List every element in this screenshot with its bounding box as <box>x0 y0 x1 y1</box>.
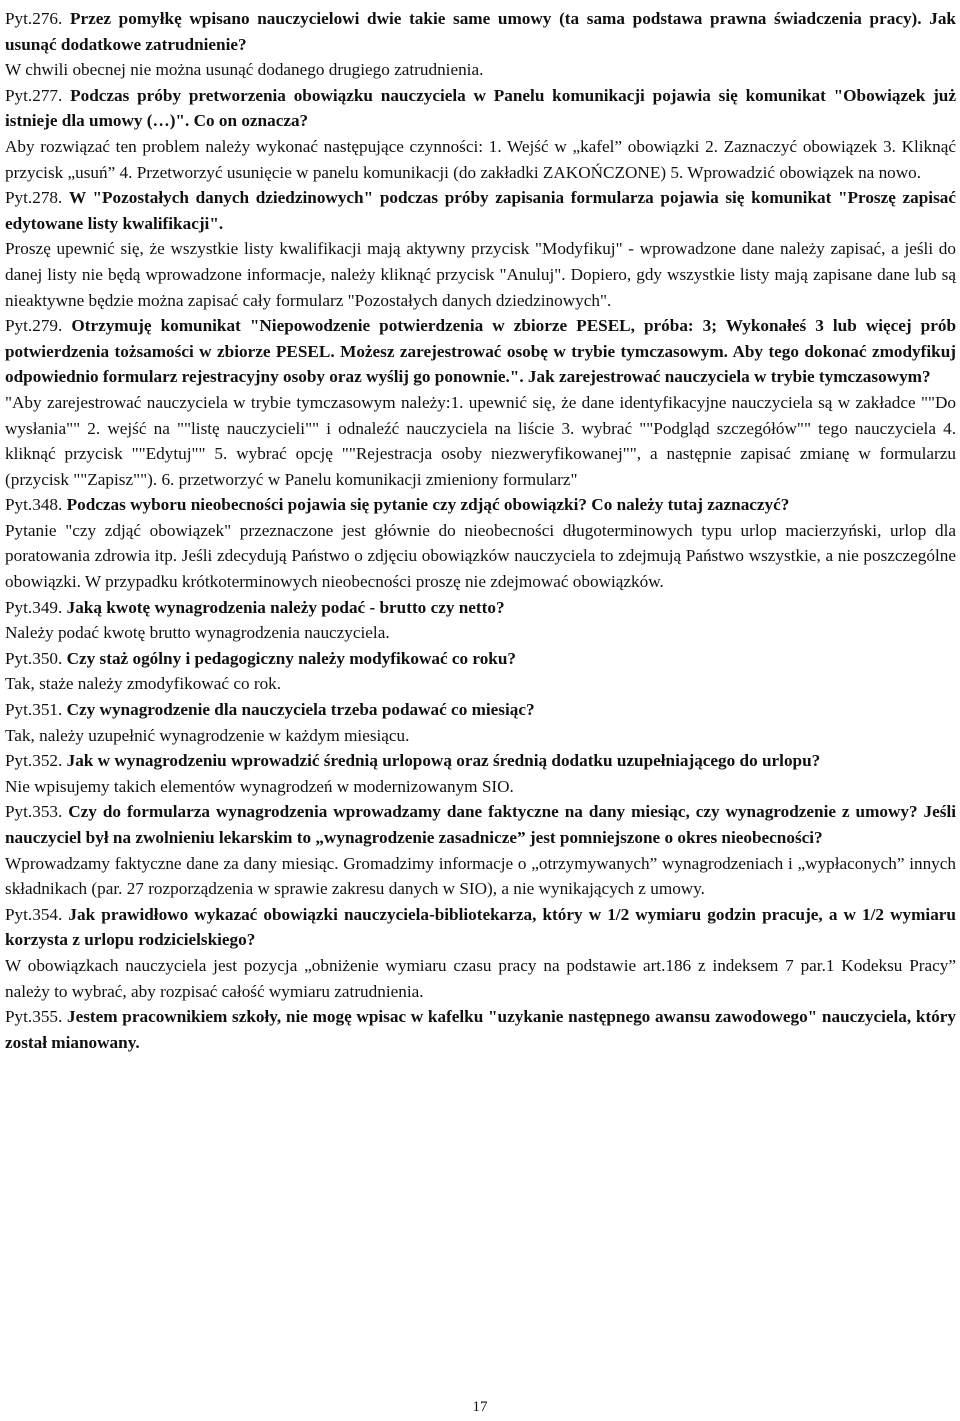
answer-paragraph: Aby rozwiązać ten problem należy wykonać następujące czynności: 1. Wejść w „kafel” obowiązki 2. Zaznaczyć obowiązek 3. Kliknąć przycisk „usuń” 4. Przetworzyć usunięcie w panelu komunikacji (do zakładki ZAKOŃCZONE) 5. Wprowadzić obowiązek na nowo. <box>5 136 956 182</box>
question-text: W "Pozostałych danych dziedzinowych" podczas próby zapisania formularza pojawia się komunikat "Proszę zapisać edytowane listy kwalifikacji". <box>5 188 956 233</box>
answer-paragraph: Nie wpisujemy takich elementów wynagrodzeń w modernizowanym SIO. <box>5 776 514 796</box>
answer-paragraph: Proszę upewnić się, że wszystkie listy kwalifikacji mają aktywny przycisk "Modyfikuj" - wprowadzone dane należy zapisać, a jeśli do danej listy nie będą wprowadzone informacje, należy kliknąć przycisk "Anuluj". Dopiero, gdy wszystkie listy mają zapisane dane lub są nieaktywne będzie można zapisać cały formularz "Pozostałych danych dziedzinowych". <box>5 239 956 310</box>
question-text: Jestem pracownikiem szkoły, nie mogę wpisac w kafelku "uzykanie następnego awansu zawodowego" nauczyciela, który został mianowany. <box>5 1007 956 1052</box>
question-number: Pyt.348. <box>5 495 63 515</box>
page-number: 17 <box>472 1399 488 1415</box>
answer-paragraph: W chwili obecnej nie można usunąć dodanego drugiego zatrudnienia. <box>5 60 484 80</box>
answer-paragraph: W obowiązkach nauczyciela jest pozycja „obniżenie wymiaru czasu pracy na podstawie art.186 z indeksem 7 par.1 Kodeksu Pracy” należy to wybrać, aby rozpisać całość wymiaru zatrudnienia. <box>5 955 956 1001</box>
answer-paragraph: Wprowadzamy faktyczne dane za dany miesiąc. Gromadzimy informacje o „otrzymywanych” wynagrodzeniach i „wypłaconych” innych składnikach (par. 27 rozporządzenia w sprawie zakresu danych w SIO), a nie wynikających z umowy. <box>5 853 956 899</box>
answer-paragraph: Pytanie "czy zdjąć obowiązek" przeznaczone jest głównie do nieobecności długoterminowych typu urlop macierzyński, urlop dla poratowania zdrowia itp. Jeśli zdecydują Państwo o zdjęciu obowiązków nauczyciela to zdejmują Państwo wszystkie, a nie poszczególne obowiązki. W przypadku krótkoterminowych nieobecności proszę nie zdejmować obowiązków. <box>5 520 956 592</box>
question-paragraph <box>5 83 956 134</box>
question-paragraph <box>5 1004 956 1055</box>
question-text: Jak prawidłowo wykazać obowiązki nauczyciela-bibliotekarza, który w 1/2 wymiaru godzin pracuje, a w 1/2 wymiaru korzysta z urlopu rodzicielskiego? <box>5 904 956 950</box>
question-number: Pyt.355. <box>5 1007 63 1027</box>
question-paragraph <box>5 646 956 672</box>
question-paragraph <box>5 6 956 57</box>
question-paragraph <box>5 748 956 774</box>
question-text: Jak w wynagrodzeniu wprowadzić średnią urlopową oraz średnią dodatku uzupełniającego do urlopu? <box>66 751 821 771</box>
answer-paragraph: Tak, należy uzupełnić wynagrodzenie w każdym miesiącu. <box>5 725 410 745</box>
question-paragraph <box>5 185 956 236</box>
question-number: Pyt.352. <box>5 751 63 771</box>
question-number: Pyt.354. <box>5 904 63 924</box>
question-number: Pyt.278. <box>5 188 63 208</box>
answer-paragraph: "Aby zarejestrować nauczyciela w trybie tymczasowym należy:1. upewnić się, że dane identyfikacyjne nauczyciela są w zakładce ""Do wysłania"" 2. wejść na ""listę nauczycieli"" i odnaleźć nauczyciela na liście 3. wybrać ""Podgląd szczegółów"" tego nauczyciela 4. kliknąć przycisk ""Edytuj"" 5. wybrać opcję ""Rejestracja osoby niezweryfikowanej"", a następnie zapisać zmianę w formularzu (przycisk ""Zapisz""). 6. przetworzyć w Panelu komunikacji zmieniony formularz" <box>5 392 956 489</box>
question-text: Czy wynagrodzenie dla nauczyciela trzeba podawać co miesiąc? <box>66 700 535 720</box>
question-number: Pyt.279. <box>5 316 63 336</box>
question-text: Jaką kwotę wynagrodzenia należy podać - brutto czy netto? <box>66 597 505 617</box>
question-number: Pyt.350. <box>5 648 63 668</box>
question-text: Podczas próby pretworzenia obowiązku nauczyciela w Panelu komunikacji pojawia się komunikat "Obowiązek już istnieje dla umowy (…)". Co on oznacza? <box>5 85 956 131</box>
question-text: Czy staż ogólny i pedagogiczny należy modyfikować co roku? <box>66 648 517 668</box>
question-text: Otrzymuję komunikat "Niepowodzenie potwierdzenia w zbiorze PESEL, próba: 3; Wykonałeś 3 lub więcej prób potwierdzenia tożsamości w zbiorze PESEL. Możesz zarejestrować osobę w trybie tymczasowym. Aby tego dokonać zmodyfikuj odpowiednio formularz rejestracyjny osoby oraz wyślij go ponownie.". Jak zarejestrować nauczyciela w trybie tymczasowym? <box>5 316 957 387</box>
answer-paragraph: Tak, staże należy zmodyfikować co rok. <box>5 674 282 694</box>
question-number: Pyt.276. <box>5 9 63 28</box>
question-text: Przez pomyłkę wpisano nauczycielowi dwie takie same umowy (ta sama podstawa prawna świadczenia pracy). Jak usunąć dodatkowe zatrudnienie? <box>5 9 956 54</box>
question-paragraph <box>5 492 956 518</box>
answer-paragraph: Należy podać kwotę brutto wynagrodzenia nauczyciela. <box>5 623 390 643</box>
question-number: Pyt.349. <box>5 597 63 617</box>
question-paragraph <box>5 595 956 621</box>
question-number: Pyt.351. <box>5 700 63 720</box>
question-paragraph <box>5 799 956 850</box>
faq-content <box>5 6 956 1055</box>
question-number: Pyt.353. <box>5 802 63 822</box>
question-text: Czy do formularza wynagrodzenia wprowadzamy dane faktyczne na dany miesiąc, czy wynagrodzenie z umowy? Jeśli nauczyciel był na zwolnieniu lekarskim to „wynagrodzenie zasadnicze” jest pomniejszone o okres nieobecności? <box>5 802 956 847</box>
question-paragraph <box>5 902 956 953</box>
question-paragraph <box>5 313 956 390</box>
question-text: Podczas wyboru nieobecności pojawia się pytanie czy zdjąć obowiązki? Co należy tutaj zaznaczyć? <box>66 495 790 515</box>
question-number: Pyt.277. <box>5 85 63 105</box>
question-paragraph <box>5 697 956 723</box>
